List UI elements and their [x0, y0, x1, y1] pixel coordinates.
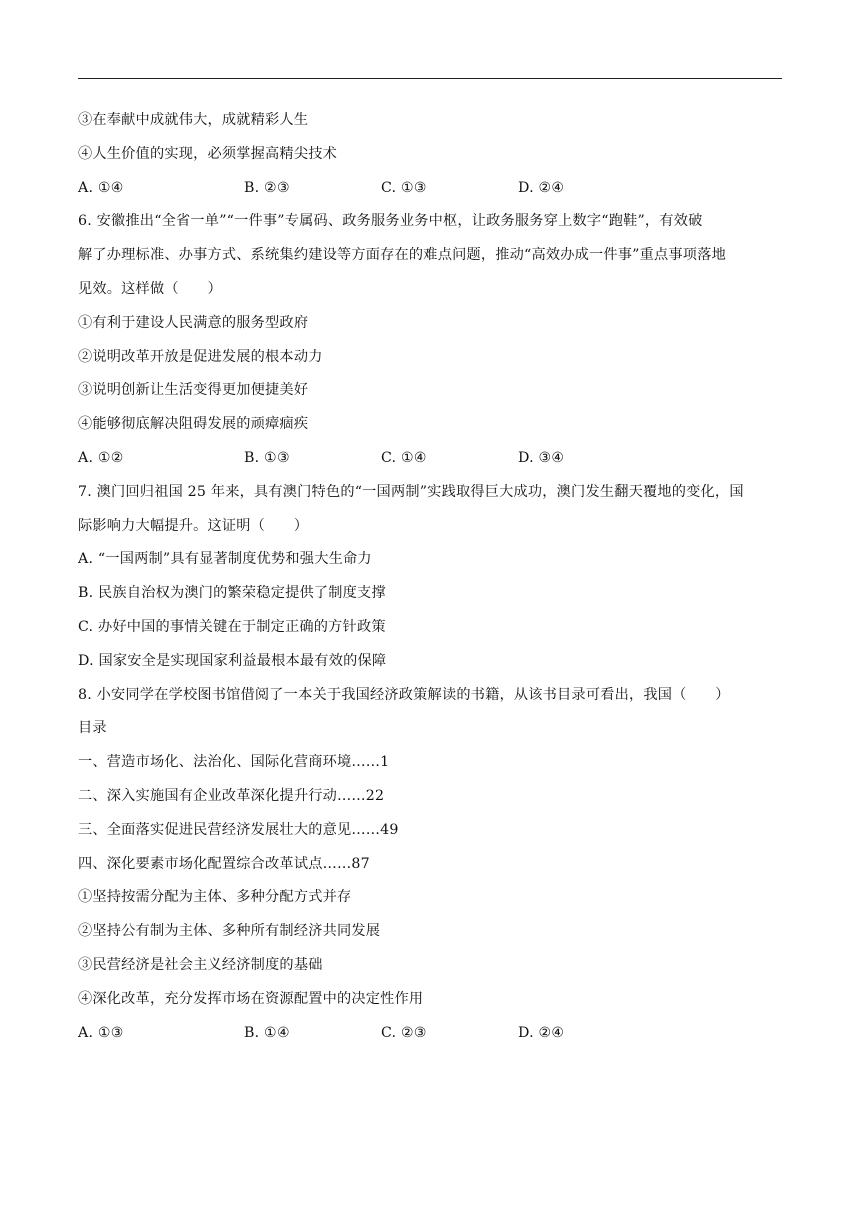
option-b[interactable]: B. ②③: [244, 179, 290, 196]
question-stem-line: 见效。这样做（ ）: [78, 280, 222, 297]
toc-item: 二、深入实施国有企业改革深化提升行动……22: [78, 787, 385, 804]
option-d[interactable]: D. ②④: [518, 179, 565, 196]
toc-item: 三、全面落实促进民营经济发展壮大的意见……49: [78, 821, 399, 838]
option-c[interactable]: C. ①④: [381, 449, 427, 466]
question-stem-line: 际影响力大幅提升。这证明（ ）: [78, 517, 309, 534]
question-8: [78, 679, 788, 1051]
choice-c[interactable]: C. 办好中国的事情关键在于制定正确的方针政策: [78, 618, 386, 635]
options-row: [78, 442, 788, 476]
statement-4: ④深化改革，充分发挥市场在资源配置中的决定性作用: [78, 990, 424, 1007]
exam-page-content: [78, 104, 788, 1050]
question-stem: 8. 小安同学在学校图书馆借阅了一本关于我国经济政策解读的书籍，从该书目录可看出，我国（ ）: [78, 686, 730, 703]
option-d[interactable]: D. ③④: [518, 449, 565, 466]
question-6: [78, 205, 788, 475]
question-7: [78, 476, 788, 679]
question-stem-line: 解了办理标准、办事方式、系统集约建设等方面存在的难点问题，推动“高效办成一件事”重点事项落地: [78, 247, 726, 264]
choice-b[interactable]: B. 民族自治权为澳门的繁荣稳定提供了制度支撑: [78, 585, 386, 602]
toc-item: 一、营造市场化、法治化、国际化营商环境……1: [78, 754, 390, 771]
toc-title: 目录: [78, 720, 107, 737]
option-a[interactable]: A. ①④: [78, 179, 124, 196]
options-row: [78, 172, 788, 206]
option-b[interactable]: B. ①④: [244, 1024, 290, 1041]
statement-4: ④人生价值的实现，必须掌握高精尖技术: [78, 145, 337, 162]
question-stem-line: 7. 澳门回归祖国 25 年来，具有澳门特色的“一国两制”实践取得巨大成功，澳门发生翻天覆地的变化，国: [78, 483, 744, 500]
statement-3: ③说明创新让生活变得更加便捷美好: [78, 382, 309, 399]
statement-1: ①坚持按需分配为主体、多种分配方式并存: [78, 889, 352, 906]
option-c[interactable]: C. ②③: [381, 1024, 427, 1041]
option-d[interactable]: D. ②④: [518, 1024, 565, 1041]
option-a[interactable]: A. ①③: [78, 1024, 124, 1041]
choice-a[interactable]: A. “一国两制”具有显著制度优势和强大生命力: [78, 551, 372, 568]
statement-4: ④能够彻底解决阻碍发展的顽瘴痼疾: [78, 416, 309, 433]
statement-2: ②坚持公有制为主体、多种所有制经济共同发展: [78, 923, 381, 940]
statement-3: ③在奉献中成就伟大，成就精彩人生: [78, 112, 309, 128]
toc-item: 四、深化要素市场化配置综合改革试点……87: [78, 855, 370, 872]
statement-1: ①有利于建设人民满意的服务型政府: [78, 314, 309, 331]
header-rule: [78, 78, 782, 79]
option-c[interactable]: C. ①③: [381, 179, 427, 196]
statement-3: ③民营经济是社会主义经济制度的基础: [78, 956, 323, 973]
option-b[interactable]: B. ①③: [244, 449, 290, 466]
question-stem-line: 6. 安徽推出“全省一单”“一件事”专属码、政务服务业务中枢，让政务服务穿上数字“跑鞋”，有效破: [78, 213, 703, 230]
option-a[interactable]: A. ①②: [78, 449, 124, 466]
statement-2: ②说明改革开放是促进发展的根本动力: [78, 348, 323, 365]
question-5-continued: [78, 104, 788, 205]
options-row: [78, 1017, 788, 1051]
choice-d[interactable]: D. 国家安全是实现国家利益最根本最有效的保障: [78, 652, 387, 669]
